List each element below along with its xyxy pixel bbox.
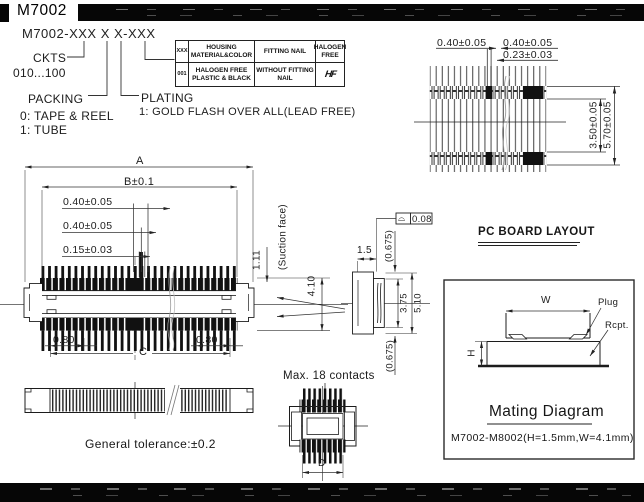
part-number-code: M7002-XXX X X-XXX xyxy=(22,26,156,41)
general-tolerance-note: General tolerance:±0.2 xyxy=(85,437,216,451)
options-table xyxy=(175,40,345,87)
side-dim-inner-label: 3.75 xyxy=(398,293,410,313)
packing-option-1: 1: TUBE xyxy=(20,123,68,137)
bottom-side-view-drawing xyxy=(25,382,325,419)
mating-rcpt-label: Rcpt. xyxy=(605,320,629,331)
dim-end-right-label: 0.80 xyxy=(196,334,218,346)
front-view-drawing xyxy=(0,167,348,360)
table-col-fitting: FITTING NAIL xyxy=(255,41,316,63)
mating-dim-h-label: H xyxy=(466,349,478,357)
suction-face-label: (Suction face) xyxy=(277,204,289,270)
mating-dim-w-label: W xyxy=(541,295,551,306)
dim-pad-label: 0.15±0.03 xyxy=(63,244,113,256)
ckts-range: 010...100 xyxy=(13,66,66,80)
table-row-housing: HALOGEN FREE PLASTIC & BLACK xyxy=(189,63,255,86)
header-redacted-bar xyxy=(78,4,644,21)
plating-option: 1: GOLD FLASH OVER ALL(LEAD FREE) xyxy=(139,106,356,118)
max-contacts-note: Max. 18 contacts xyxy=(283,370,375,382)
packing-option-0: 0: TAPE & REEL xyxy=(20,109,114,123)
table-row-code: 001 xyxy=(176,63,189,86)
dim-c-label: C xyxy=(139,346,148,358)
mating-plug-label: Plug xyxy=(598,297,619,308)
plating-label: PLATING xyxy=(141,91,194,105)
dim-d-label: D xyxy=(318,458,326,469)
side-dim-bottom-label: (0.675) xyxy=(384,339,396,373)
dim-a-label: A xyxy=(136,155,144,167)
pcb-dim-inner-span: 3.50±0.05 xyxy=(588,101,600,149)
table-col-xxx: XXX xyxy=(176,41,189,63)
dim-suction-height-label: 1.11 xyxy=(251,250,263,270)
part-code-connector-lines xyxy=(67,41,175,96)
halogen-free-logo: HF xyxy=(323,68,337,80)
dim-height-label: 4.10 xyxy=(306,275,318,297)
pcb-dim-right-pitch: 0.40±0.05 xyxy=(503,37,553,49)
mating-note: M7002-M8002(H=1.5mm,W=4.1mm) xyxy=(451,432,634,444)
pcb-layout-underline xyxy=(478,243,580,246)
gdt-profile-symbol-icon: ⌓ xyxy=(398,213,406,223)
packing-label: PACKING xyxy=(28,92,84,106)
pcb-dim-left-pitch: 0.40±0.05 xyxy=(437,37,487,49)
footer-redacted-bar xyxy=(0,483,644,502)
dim-pitch1-label: 0.40±0.05 xyxy=(63,196,113,208)
table-row-fitting: WITHOUT FITTING NAIL xyxy=(255,63,316,86)
corner-logo-mark xyxy=(0,4,9,22)
side-dim-width-label: 1.5 xyxy=(357,245,372,256)
pcb-dim-pad-width: 0.23±0.03 xyxy=(503,49,553,61)
page-title: M7002 xyxy=(17,2,67,19)
side-dim-outer-label: 5.10 xyxy=(412,293,424,313)
pcb-layout-heading: PC BOARD LAYOUT xyxy=(478,226,595,238)
gdt-value-label: 0.08 xyxy=(412,213,432,225)
mating-diagram-title: Mating Diagram xyxy=(489,403,605,420)
table-col-housing: HOUSING MATERIAL&COLOR xyxy=(189,41,255,63)
side-dim-top-label: (0.675) xyxy=(383,229,395,263)
table-col-halogen: HALOGEN FREE xyxy=(316,41,344,63)
dim-end-left-label: 0.80 xyxy=(53,334,75,346)
pcb-dim-outer-span: 5.70±0.05 xyxy=(602,101,614,149)
dim-b-label: B±0.1 xyxy=(124,176,155,188)
dim-pitch2-label: 0.40±0.05 xyxy=(63,220,113,232)
ckts-label: CKTS xyxy=(33,51,67,65)
